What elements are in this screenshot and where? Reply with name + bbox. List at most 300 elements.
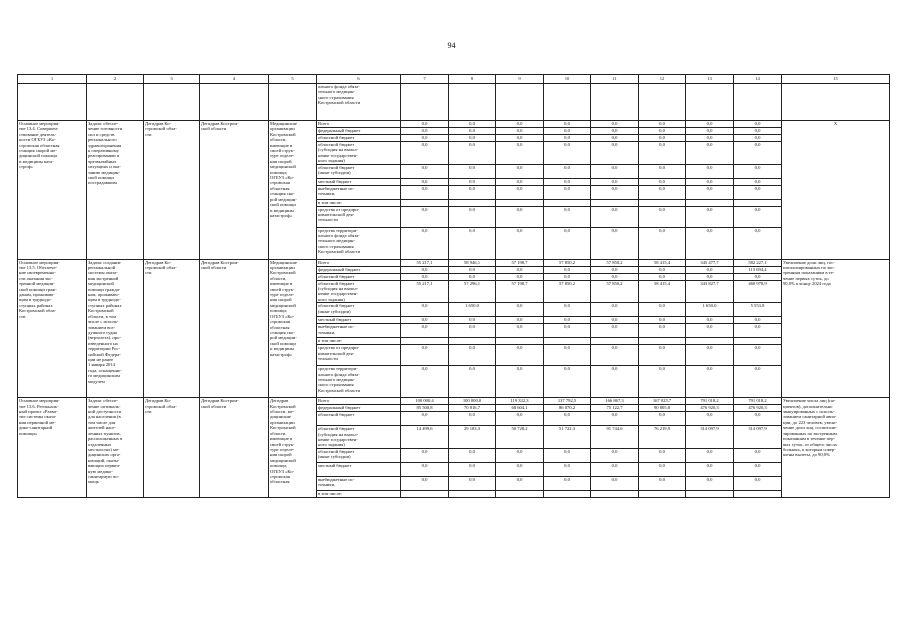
table-row	[18, 259, 890, 266]
funding-source-cell: областной бюджет (иные субсидии)	[317, 164, 401, 178]
amount-cell: 0,0	[544, 178, 591, 185]
amount-cell: 0,0	[734, 178, 782, 185]
amount-cell: 460 978,9	[734, 280, 782, 303]
empty-cell	[87, 84, 144, 121]
funding-source-cell: Всего	[317, 398, 401, 405]
responsible-executor-cell: Депздрав Ко- стромской обла- сти	[144, 121, 200, 260]
amount-cell	[401, 199, 449, 206]
amount-cell: 0,0	[401, 345, 449, 366]
amount-cell	[449, 199, 496, 206]
amount-cell: 0,0	[591, 345, 639, 366]
funding-source-cell: областной бюджет (иные субсидии)	[317, 303, 401, 317]
amount-cell: 100 000,0	[449, 398, 496, 405]
empty-cell	[639, 84, 686, 121]
amount-cell: 55 217,1	[401, 280, 449, 303]
amount-cell: 0,0	[449, 266, 496, 273]
amount-cell: 0,0	[734, 324, 782, 338]
amount-cell: 0,0	[496, 448, 544, 462]
amount-cell: 0,0	[496, 227, 544, 259]
column-number: 12	[639, 75, 686, 84]
amount-cell: 1 650,0	[449, 303, 496, 317]
amount-cell: 0,0	[639, 142, 686, 165]
amount-cell: 791 018,2	[686, 398, 734, 405]
column-number: 10	[544, 75, 591, 84]
amount-cell: 0,0	[686, 128, 734, 135]
amount-cell: 0,0	[639, 412, 686, 426]
amount-cell: 0,0	[496, 128, 544, 135]
amount-cell: 0,0	[449, 273, 496, 280]
empty-cell	[200, 84, 269, 121]
amount-cell: 0,0	[639, 185, 686, 199]
amount-cell: 0,0	[591, 206, 639, 227]
amount-cell: 0,0	[401, 128, 449, 135]
amount-cell: 314 097,9	[686, 426, 734, 449]
amount-cell: 0,0	[686, 206, 734, 227]
amount-cell: 57 296,1	[449, 280, 496, 303]
amount-cell: 0,0	[686, 345, 734, 366]
funding-source-cell: Всего	[317, 121, 401, 128]
amount-cell: 0,0	[639, 206, 686, 227]
amount-cell: 0,0	[639, 164, 686, 178]
column-number: 13	[686, 75, 734, 84]
amount-cell: 0,0	[639, 273, 686, 280]
amount-cell: 0,0	[544, 366, 591, 398]
amount-cell: 0,0	[544, 345, 591, 366]
amount-cell: 0,0	[496, 266, 544, 273]
amount-cell: 0,0	[591, 121, 639, 128]
funding-source-cell: областной бюджет (субсидия на выпол- нение государствен- ного задания)	[317, 426, 401, 449]
funding-source-cell: областной бюджет (иные субсидии)	[317, 448, 401, 462]
amount-cell	[686, 490, 734, 497]
amount-cell: 100 000,4	[401, 398, 449, 405]
participant-cell: Медицинские организации Костромской области, имеющие в своей струк- туре отделе- ния скорой медицинской помощи; ОГБУЗ «Ко- стромская областная станция ско- рой медицин- ской помощи и медицины катастроф»	[269, 121, 317, 260]
column-number: 8	[449, 75, 496, 84]
amount-cell: 167 025,7	[639, 398, 686, 405]
amount-cell	[496, 199, 544, 206]
amount-cell: 1 650,0	[686, 303, 734, 317]
amount-cell: 343 827,7	[686, 280, 734, 303]
task-cell: Задача: создание региональной системы оказа- ния экстренной медицинской помощи гражда- нам, проживаю- щим в труднодо- ступных районах Костромской области, в том числе с исполь- зованием воз- душного судна (вертолета), про- изведенного на территории Рос- сийской Федера- ции не ранее 1 января 2014 года, оснащенно- го медицинским модулем	[87, 259, 144, 398]
amount-cell: 0,0	[686, 448, 734, 462]
amount-cell	[496, 338, 544, 345]
amount-cell	[401, 338, 449, 345]
column-number: 3	[144, 75, 200, 84]
column-number: 11	[591, 75, 639, 84]
funding-source-cell: в том числе:	[317, 490, 401, 497]
amount-cell: 86 070,2	[544, 405, 591, 412]
amount-cell: 0,0	[401, 317, 449, 324]
amount-cell: 76 219,9	[639, 426, 686, 449]
amount-cell: 0,0	[496, 303, 544, 317]
amount-cell: 0,0	[401, 412, 449, 426]
amount-cell: 0,0	[449, 324, 496, 338]
funding-source-cell: областной бюджет	[317, 412, 401, 426]
empty-cell	[734, 84, 782, 121]
amount-cell: 314 097,9	[734, 426, 782, 449]
amount-cell: 791 018,2	[734, 398, 782, 405]
amount-cell: 0,0	[591, 324, 639, 338]
amount-cell: 0,0	[449, 164, 496, 178]
amount-cell: 0,0	[591, 462, 639, 476]
empty-cell	[782, 84, 890, 121]
table-row	[18, 398, 890, 405]
amount-cell: 0,0	[591, 178, 639, 185]
amount-cell: 0,0	[401, 324, 449, 338]
amount-cell: 0,0	[544, 317, 591, 324]
amount-cell: 0,0	[734, 135, 782, 142]
amount-cell: 0,0	[401, 303, 449, 317]
amount-cell: 0,0	[639, 227, 686, 259]
budget-table	[17, 74, 890, 498]
amount-cell: 0,0	[544, 266, 591, 273]
amount-cell	[544, 199, 591, 206]
funding-source-cell: средства территори- ального фонда обяза- тельного медицин- ского страхования Костромской области	[317, 227, 401, 259]
amount-cell: 0,0	[496, 476, 544, 490]
amount-cell: 0,0	[544, 476, 591, 490]
amount-cell: 0,0	[734, 273, 782, 280]
column-number: 4	[200, 75, 269, 84]
amount-cell: 57 198,7	[496, 280, 544, 303]
amount-cell	[591, 490, 639, 497]
amount-cell: 0,0	[686, 266, 734, 273]
amount-cell: 0,0	[496, 185, 544, 199]
participant-cell: Медицинские организации Костромской области, имеющие в своей струк- туре отделе- ния скорой медицинской помощи; ОГБУЗ «Ко- стромская областная станция ско- рой медицин- ской помощи и медицины катастроф»	[269, 259, 317, 398]
amount-cell: 0,0	[544, 121, 591, 128]
amount-cell: 0,0	[734, 164, 782, 178]
funding-source-cell: Всего	[317, 259, 401, 266]
amount-cell: 57 850,2	[544, 280, 591, 303]
amount-cell: 0,0	[734, 448, 782, 462]
amount-cell: 57 850,2	[544, 259, 591, 266]
empty-cell	[144, 84, 200, 121]
amount-cell: 0,0	[401, 178, 449, 185]
empty-cell	[544, 84, 591, 121]
amount-cell: 0,0	[639, 462, 686, 476]
amount-cell: 0,0	[686, 412, 734, 426]
amount-cell: 0,0	[401, 121, 449, 128]
column-number: 2	[87, 75, 144, 84]
amount-cell: 0,0	[544, 227, 591, 259]
empty-cell	[18, 84, 87, 121]
amount-cell: 115 694,4	[734, 266, 782, 273]
amount-cell: 0,0	[496, 164, 544, 178]
amount-cell: 0,0	[591, 142, 639, 165]
amount-cell: 0,0	[639, 128, 686, 135]
amount-cell: 0,0	[734, 128, 782, 135]
amount-cell: 0,0	[496, 178, 544, 185]
amount-cell: 0,0	[734, 476, 782, 490]
amount-cell	[449, 338, 496, 345]
coexecutor-cell: Депздрав Костром- ской области	[200, 259, 269, 398]
continuation-row	[18, 84, 890, 121]
amount-cell: 0,0	[449, 476, 496, 490]
amount-cell	[734, 199, 782, 206]
amount-cell	[591, 199, 639, 206]
column-number: 1	[18, 75, 87, 84]
amount-cell: 90 805,8	[639, 405, 686, 412]
amount-cell: 0,0	[686, 135, 734, 142]
amount-cell: 0,0	[734, 317, 782, 324]
amount-cell: 0,0	[401, 266, 449, 273]
amount-cell: 51 722,3	[544, 426, 591, 449]
amount-cell: 0,0	[686, 185, 734, 199]
amount-cell: 0,0	[639, 303, 686, 317]
funding-source-cell: федеральный бюджет	[317, 266, 401, 273]
amount-cell: 0,0	[639, 448, 686, 462]
amount-cell: 0,0	[639, 135, 686, 142]
amount-cell: 70 816,7	[449, 405, 496, 412]
amount-cell: 0,0	[591, 227, 639, 259]
amount-cell: 0,0	[734, 462, 782, 476]
amount-cell: 0,0	[496, 273, 544, 280]
amount-cell	[544, 338, 591, 345]
amount-cell: 0,0	[734, 142, 782, 165]
amount-cell: 137 792,5	[544, 398, 591, 405]
amount-cell: 0,0	[496, 345, 544, 366]
amount-cell	[734, 338, 782, 345]
amount-cell: 0,0	[449, 142, 496, 165]
amount-cell: 0,0	[591, 303, 639, 317]
amount-cell: 476 920,3	[734, 405, 782, 412]
amount-cell: 0,0	[591, 476, 639, 490]
amount-cell: 58 946,1	[449, 259, 496, 266]
amount-cell: 0,0	[734, 345, 782, 366]
funding-source-cell: средства от предпри- нимательской дея- тельности	[317, 206, 401, 227]
amount-cell: 0,0	[449, 462, 496, 476]
amount-cell: 0,0	[686, 121, 734, 128]
amount-cell: 0,0	[544, 142, 591, 165]
amount-cell	[639, 199, 686, 206]
task-cell: Задача: обеспе- чение готовности сил и средств регионального здравоохранения к оперативному реагированию в чрезвычайных ситуациях и ока- занию медицин- ской помощи пострадавшим	[87, 121, 144, 260]
amount-cell: 0,0	[401, 142, 449, 165]
amount-cell: 58 415,4	[639, 280, 686, 303]
funding-source-cell: внебюджетные ис- точники,	[317, 324, 401, 338]
funding-source-cell: в том числе:	[317, 338, 401, 345]
amount-cell: 0,0	[401, 164, 449, 178]
amount-cell: 0,0	[496, 317, 544, 324]
funding-source-cell: областной бюджет	[317, 273, 401, 280]
amount-cell: 0,0	[449, 178, 496, 185]
amount-cell: 0,0	[591, 135, 639, 142]
amount-cell	[591, 338, 639, 345]
amount-cell: 0,0	[591, 273, 639, 280]
amount-cell: 57 198,7	[496, 259, 544, 266]
amount-cell: 0,0	[544, 128, 591, 135]
amount-cell: 0,0	[591, 317, 639, 324]
funding-source-cell: средства территори- ального фонда обяза- тельного медицин- ского страхования Костромской области	[317, 366, 401, 398]
amount-cell	[686, 199, 734, 206]
participant-cell: Депздрав Костромской области, ме- дицинские организации Костромской области, имеющие в своей струк- туре отделе- ния скорой медицинской помощи; ОГБУЗ «Ко- стромская областная	[269, 398, 317, 498]
funding-source-cell: внебюджетные ис- точники,	[317, 476, 401, 490]
amount-cell: 0,0	[544, 324, 591, 338]
amount-cell: 0,0	[686, 227, 734, 259]
amount-cell: 0,0	[639, 121, 686, 128]
amount-cell: 0,0	[449, 206, 496, 227]
amount-cell	[544, 490, 591, 497]
empty-cell	[496, 84, 544, 121]
amount-cell: 0,0	[449, 412, 496, 426]
amount-cell: 119 332,3	[496, 398, 544, 405]
column-number: 5	[269, 75, 317, 84]
amount-cell: 345 477,7	[686, 259, 734, 266]
empty-cell	[449, 84, 496, 121]
amount-cell: 0,0	[544, 185, 591, 199]
amount-cell: 50 728,2	[496, 426, 544, 449]
amount-cell: 0,0	[686, 164, 734, 178]
amount-cell: 0,0	[496, 324, 544, 338]
amount-cell: 0,0	[686, 273, 734, 280]
empty-cell	[686, 84, 734, 121]
amount-cell: 0,0	[401, 206, 449, 227]
amount-cell: 0,0	[591, 448, 639, 462]
amount-cell: 0,0	[401, 227, 449, 259]
amount-cell: 0,0	[639, 317, 686, 324]
amount-cell: 0,0	[544, 164, 591, 178]
amount-cell: 0,0	[686, 142, 734, 165]
amount-cell	[639, 338, 686, 345]
funding-source-cell: ального фонда обяза- тельного медицин- ского страхования Костромской области	[317, 84, 401, 121]
amount-cell: 166 867,3	[591, 398, 639, 405]
amount-cell: 0,0	[496, 135, 544, 142]
table-row	[18, 121, 890, 128]
amount-cell: 0,0	[401, 476, 449, 490]
amount-cell: 0,0	[734, 206, 782, 227]
amount-cell	[449, 490, 496, 497]
amount-cell: 75 122,7	[591, 405, 639, 412]
amount-cell: 0,0	[449, 185, 496, 199]
amount-cell: 0,0	[734, 227, 782, 259]
funding-source-cell: областной бюджет	[317, 135, 401, 142]
amount-cell: 68 604,1	[496, 405, 544, 412]
amount-cell: 0,0	[544, 462, 591, 476]
amount-cell: 0,0	[734, 366, 782, 398]
amount-cell: 58 415,4	[639, 259, 686, 266]
amount-cell: 91 744,6	[591, 426, 639, 449]
amount-cell: 0,0	[639, 324, 686, 338]
amount-cell: 57 850,2	[591, 280, 639, 303]
amount-cell: 0,0	[544, 206, 591, 227]
amount-cell: 0,0	[544, 273, 591, 280]
amount-cell: 582 227,1	[734, 259, 782, 266]
funding-source-cell: федеральный бюджет	[317, 405, 401, 412]
amount-cell	[686, 338, 734, 345]
amount-cell: 0,0	[401, 273, 449, 280]
column-number: 9	[496, 75, 544, 84]
funding-source-cell: местный бюджет	[317, 317, 401, 324]
amount-cell: 0,0	[401, 448, 449, 462]
expected-result-cell: Х	[782, 121, 890, 260]
amount-cell: 0,0	[449, 121, 496, 128]
amount-cell: 0,0	[496, 142, 544, 165]
coexecutor-cell: Депздрав Костром- ской области	[200, 398, 269, 498]
amount-cell: 0,0	[496, 462, 544, 476]
column-number: 15	[782, 75, 890, 84]
coexecutor-cell: Депздрав Костром- ской области	[200, 121, 269, 260]
responsible-executor-cell: Депздрав Ко- стромской обла- сти	[144, 259, 200, 398]
funding-source-cell: в том числе:	[317, 199, 401, 206]
amount-cell: 0,0	[639, 476, 686, 490]
empty-cell	[401, 84, 449, 121]
amount-cell: 0,0	[496, 366, 544, 398]
measure-cell: Основное мероприя- тие 13.6. Региональ- ный проект «Разви- тие системы оказа- ния первичной ме- дико-санитарной помощи»	[18, 398, 87, 498]
funding-source-cell: местный бюджет	[317, 178, 401, 185]
amount-cell: 0,0	[544, 303, 591, 317]
amount-cell: 0,0	[449, 128, 496, 135]
amount-cell: 0,0	[639, 266, 686, 273]
amount-cell: 57 850,2	[591, 259, 639, 266]
amount-cell: 0,0	[686, 324, 734, 338]
amount-cell: 29 183,3	[449, 426, 496, 449]
amount-cell: 0,0	[686, 476, 734, 490]
amount-cell: 0,0	[449, 135, 496, 142]
empty-cell	[591, 84, 639, 121]
amount-cell: 0,0	[591, 164, 639, 178]
amount-cell: 0,0	[591, 128, 639, 135]
amount-cell	[496, 490, 544, 497]
amount-cell: 0,0	[496, 121, 544, 128]
amount-cell: 0,0	[401, 462, 449, 476]
funding-source-cell: внебюджетные ис- точники,	[317, 185, 401, 199]
amount-cell: 0,0	[401, 135, 449, 142]
measure-cell: Основное мероприя- тие 13.4. Совершен- ствование деятель- ности ОГБУЗ «Ко- стромская областная станция скорой ме- дицинской помощи и медицины ката- строф»	[18, 121, 87, 260]
amount-cell	[734, 490, 782, 497]
amount-cell: 0,0	[734, 412, 782, 426]
amount-cell: 0,0	[449, 345, 496, 366]
amount-cell: 0,0	[591, 185, 639, 199]
amount-cell: 0,0	[686, 317, 734, 324]
expected-result-cell: Увеличение числа лиц (па- циентов), дополнительно эвакуированных с исполь- зованием санитарной авиа- ции, до 223 человек; увели- чение доли лиц, госпитали- зированных по экстренным показаниям в течение пер- вых суток, от общего числа больных, к которым совер- шены вылеты, до 90,0%	[782, 398, 890, 498]
column-number: 7	[401, 75, 449, 84]
amount-cell: 0,0	[401, 185, 449, 199]
amount-cell: 14 499,6	[401, 426, 449, 449]
amount-cell: 0,0	[544, 412, 591, 426]
funding-source-cell: областной бюджет (субсидия на выпол- нение государствен- ного задания)	[317, 280, 401, 303]
column-number-row	[18, 75, 890, 84]
amount-cell: 0,0	[401, 366, 449, 398]
amount-cell: 0,0	[449, 448, 496, 462]
amount-cell: 0,0	[686, 366, 734, 398]
measure-cell: Основное мероприя- тие 13.5. Обеспече- ние своевременно- сти оказания экс- тренной медицин- ской помощи граж- данам, проживаю- щим в труднодо- ступных районах Костромской обла- сти	[18, 259, 87, 398]
funding-source-cell: областной бюджет (субсидия на выпол- нение государствен- ного задания)	[317, 142, 401, 165]
amount-cell: 55 217,1	[401, 259, 449, 266]
amount-cell: 0,0	[591, 366, 639, 398]
funding-source-cell: средства от предпри- нимательской дея- тельности	[317, 345, 401, 366]
amount-cell: 0,0	[449, 227, 496, 259]
amount-cell: 0,0	[544, 448, 591, 462]
amount-cell: 0,0	[591, 412, 639, 426]
amount-cell: 476 920,3	[686, 405, 734, 412]
amount-cell: 0,0	[591, 266, 639, 273]
amount-cell: 0,0	[686, 462, 734, 476]
amount-cell: 0,0	[734, 185, 782, 199]
amount-cell: 0,0	[449, 317, 496, 324]
amount-cell	[639, 490, 686, 497]
amount-cell	[401, 490, 449, 497]
column-number: 6	[317, 75, 401, 84]
funding-source-cell: местный бюджет	[317, 462, 401, 476]
empty-cell	[269, 84, 317, 121]
amount-cell: 0,0	[686, 178, 734, 185]
expected-result-cell: Увеличение доли лиц, гос- питализированных по экс- тренным показаниям в те- чение первых суток, до 90,0% к концу 2024 года	[782, 259, 890, 398]
funding-source-cell: федеральный бюджет	[317, 128, 401, 135]
responsible-executor-cell: Депздрав Ко- стромской обла- сти	[144, 398, 200, 498]
amount-cell: 5 553,8	[734, 303, 782, 317]
amount-cell: 0,0	[544, 135, 591, 142]
amount-cell: 0,0	[639, 366, 686, 398]
amount-cell: 0,0	[496, 206, 544, 227]
column-number: 14	[734, 75, 782, 84]
amount-cell: 0,0	[496, 412, 544, 426]
